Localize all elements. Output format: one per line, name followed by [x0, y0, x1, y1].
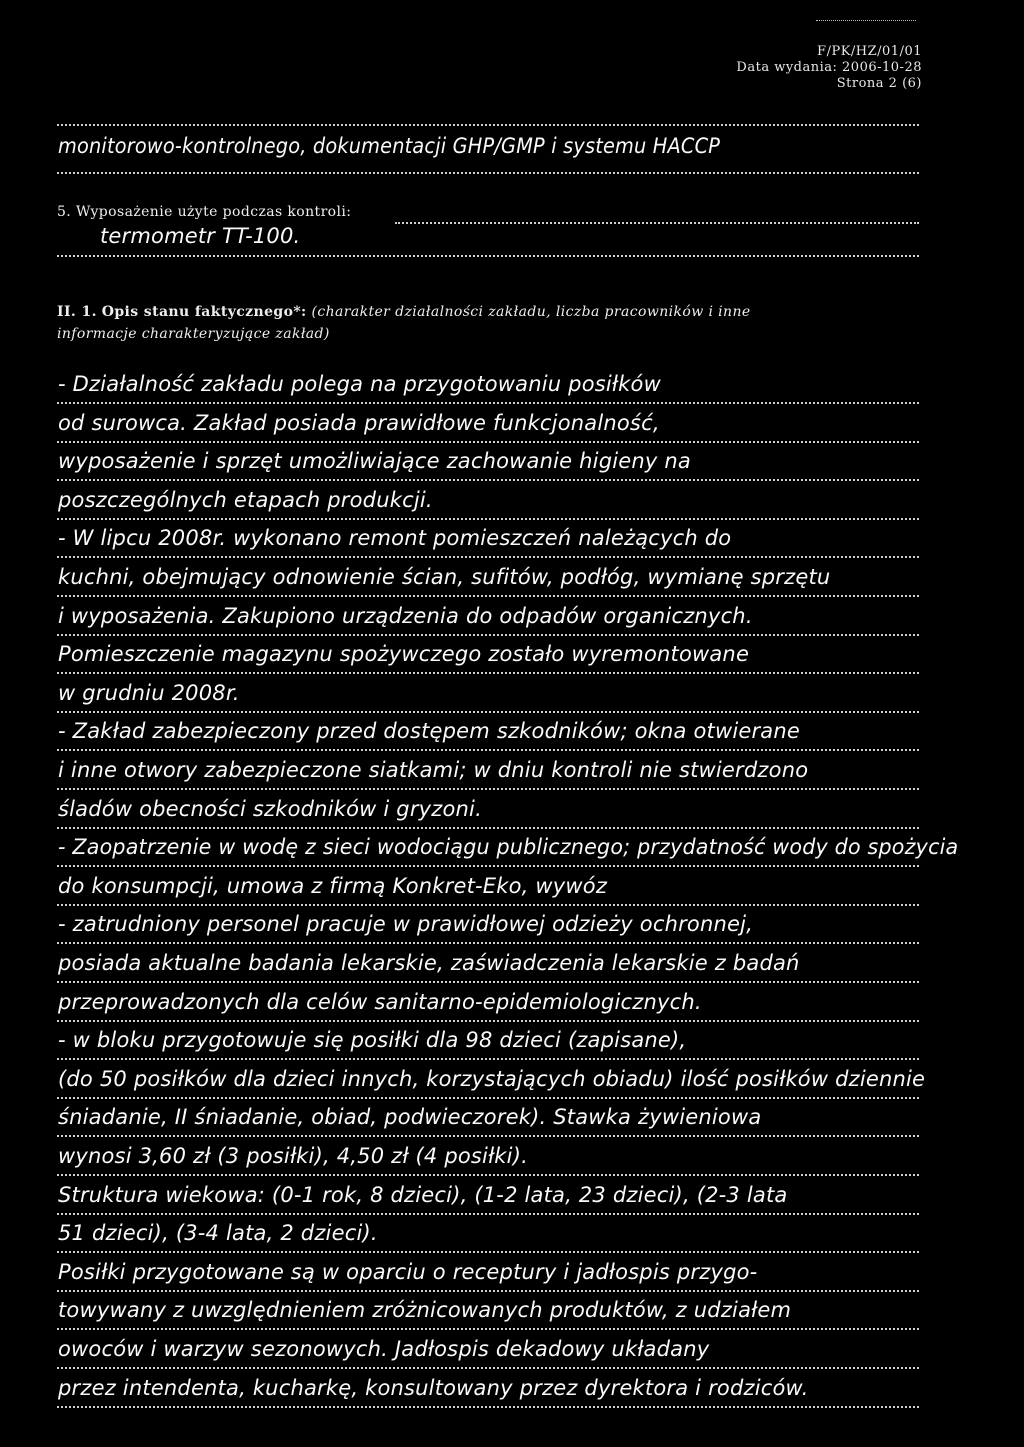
ruled-line — [57, 255, 919, 257]
section-2-description: (charakter działalności zakładu, liczba pracowników i inne — [311, 304, 751, 320]
handwritten-line: od surowca. Zakład posiada prawidłowe funkcjonalność, — [58, 411, 660, 435]
handwritten-line: i wyposażenia. Zakupiono urządzenia do odpadów organicznych. — [58, 604, 753, 628]
handwritten-line: Posiłki przygotowane są w oparciu o receptury i jadłospis przygo- — [58, 1260, 758, 1284]
handwritten-line: - W lipcu 2008r. wykonano remont pomieszczeń należących do — [58, 526, 732, 550]
ruled-line — [57, 1406, 919, 1408]
ruled-line — [57, 1097, 919, 1099]
handwritten-line: do konsumpcji, umowa z firmą Konkret-Eko, wywóz — [58, 874, 608, 898]
handwritten-line: przeprowadzonych dla celów sanitarno-epidemiologicznych. — [58, 990, 702, 1014]
handwritten-line: owoców i warzyw sezonowych. Jadłospis dekadowy układany — [58, 1337, 710, 1361]
section-2-title: Opis stanu faktycznego*: — [101, 304, 307, 320]
handwritten-line: i inne otwory zabezpieczone siatkami; w dniu kontroli nie stwierdzono — [58, 758, 809, 782]
ruled-line — [57, 1328, 919, 1330]
handwritten-line: Pomieszczenie magazynu spożywczego zostało wyremontowane — [58, 642, 750, 666]
ruled-line — [57, 749, 919, 751]
issue-date: Data wydania: 2006-10-28 — [736, 60, 922, 75]
ruled-line — [57, 788, 919, 790]
ruled-line — [57, 1251, 919, 1253]
section-2-heading — [57, 304, 751, 320]
handwritten-line: towywany z uwzględnieniem zróżnicowanych produktów, z udziałem — [58, 1298, 792, 1322]
ruled-line — [57, 865, 919, 867]
ruled-line — [57, 556, 919, 558]
handwritten-line: - zatrudniony personel pracuje w prawidłowej odzieży ochronnej, — [58, 912, 754, 936]
ruled-line — [57, 1020, 919, 1022]
ruled-line — [57, 711, 919, 713]
handwritten-line: kuchni, obejmujący odnowienie ścian, sufitów, podłóg, wymianę sprzętu — [58, 565, 831, 589]
handwritten-line: Struktura wiekowa: (0-1 rok, 8 dzieci), (1-2 lata, 23 dzieci), (2-3 lata — [58, 1183, 788, 1207]
document-header — [736, 44, 922, 92]
ruled-line — [57, 981, 919, 983]
handwritten-line: w grudniu 2008r. — [58, 681, 240, 705]
handwritten-line: posiada aktualne badania lekarskie, zaświadczenia lekarskie z badań — [58, 951, 800, 975]
ruled-line — [57, 518, 919, 520]
handwritten-line: przez intendenta, kucharkę, konsultowany przez dyrektora i rodziców. — [58, 1376, 809, 1400]
header-dotted-mark — [816, 20, 916, 21]
ruled-line — [57, 172, 919, 174]
ruled-line — [57, 595, 919, 597]
handwritten-line: - Zakład zabezpieczony przed dostępem szkodników; okna otwierane — [58, 719, 801, 743]
handwritten-line: wyposażenie i sprzęt umożliwiające zachowanie higieny na — [58, 449, 691, 473]
ruled-line — [57, 904, 919, 906]
section-5-equipment: termometr TT-100. — [100, 224, 301, 248]
ruled-line — [57, 1174, 919, 1176]
ruled-line — [57, 479, 919, 481]
handwritten-line: poszczególnych etapach produkcji. — [58, 488, 433, 512]
ruled-line — [57, 441, 919, 443]
handwritten-line: śniadanie, II śniadanie, obiad, podwieczorek). Stawka żywieniowa — [58, 1105, 762, 1129]
handwritten-line: śladów obecności szkodników i gryzoni. — [58, 797, 482, 821]
ruled-line — [57, 942, 919, 944]
section-2-number: II. 1. — [57, 304, 97, 320]
page-number: Strona 2 (6) — [836, 76, 922, 91]
ruled-line — [395, 222, 919, 224]
handwritten-line: 51 dzieci), (3-4 lata, 2 dzieci). — [58, 1221, 378, 1245]
ruled-line — [57, 634, 919, 636]
form-code: F/PK/HZ/01/01 — [817, 44, 922, 59]
handwritten-line: (do 50 posiłków dla dzieci innych, korzystających obiadu) ilość posiłków dziennie — [58, 1067, 926, 1091]
handwritten-line: wynosi 3,60 zł (3 posiłki), 4,50 zł (4 posiłki). — [58, 1144, 528, 1168]
handwritten-line: - Działalność zakładu polega na przygotowaniu posiłków — [58, 372, 661, 396]
ruled-line — [57, 402, 919, 404]
ruled-line — [57, 827, 919, 829]
ruled-line — [57, 1213, 919, 1215]
ruled-line — [57, 672, 919, 674]
section-2-description-cont: informacje charakteryzujące zakład) — [57, 326, 330, 342]
ruled-line — [57, 124, 919, 126]
handwritten-line: - w bloku przygotowuje się posiłki dla 98 dzieci (zapisane), — [58, 1028, 687, 1052]
ruled-line — [57, 1290, 919, 1292]
handwritten-continuation: monitorowo-kontrolnego, dokumentacji GHP/GMP i systemu HACCP — [58, 134, 721, 158]
ruled-line — [57, 1058, 919, 1060]
section-5-label: 5. Wyposażenie użyte podczas kontroli: — [57, 204, 352, 220]
handwritten-line: - Zaopatrzenie w wodę z sieci wodociągu publicznego; przydatność wody do spożycia — [58, 835, 959, 859]
ruled-line — [57, 1135, 919, 1137]
ruled-line — [57, 1367, 919, 1369]
